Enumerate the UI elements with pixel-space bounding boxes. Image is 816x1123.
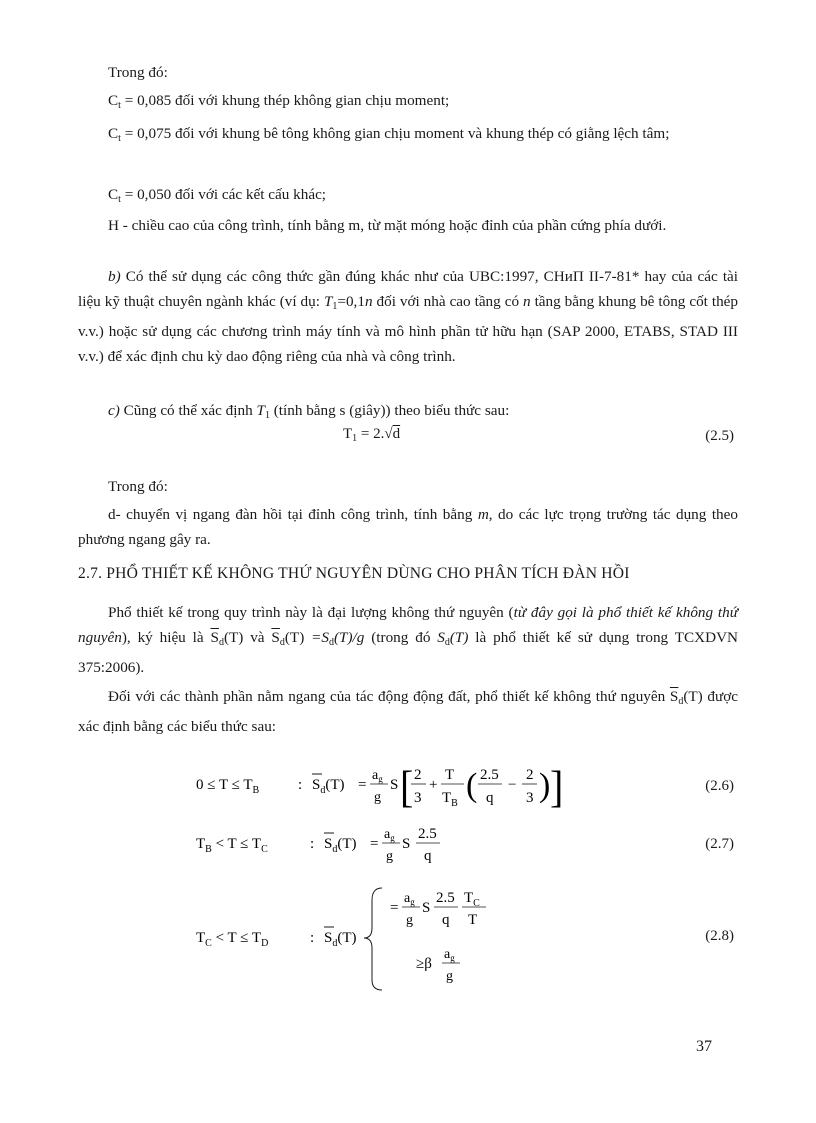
equation-2-8	[196, 884, 516, 996]
equation-number-2-5: (2.5)	[705, 428, 734, 444]
eq26-colon: :	[298, 777, 303, 793]
eq26-two: 2	[414, 767, 422, 783]
eq26-two-b: 2	[526, 767, 534, 783]
paragraph-pho: Phổ thiết kế trong quy trình này là đại lượng không thứ nguyên (từ đây gọi là phổ thiết kế không thứ nguyên), ký hiệu là $\overline{S}_d(T)$ và $\overline{S}_d(T) =S_d(T)/g$ (trong đó $S_d(T)$ là phổ thiết kế sử dụng trong TCXDVN 375:2006).	[78, 604, 739, 676]
where-label-2: Trong đó:	[108, 478, 168, 495]
equation-2-6	[196, 752, 596, 814]
left-paren-icon: (	[466, 767, 478, 804]
eq28-colon: :	[310, 930, 315, 946]
eq26-q: q	[486, 790, 494, 806]
eq28-g-2: g	[446, 969, 453, 984]
paragraph-ngang: Đối với các thành phần nằm ngang của tác động động đất, phổ thiết kế không thứ nguyên $\overline{S}_d(T)$ được xác định bằng các biểu thức sau:	[78, 688, 738, 735]
eq28-sd: $S_d(T)$	[324, 930, 357, 949]
h-definition: H - chiều cao của công trình, tính bằng m, từ mặt móng hoặc đỉnh của phần cứng phía dưới.	[108, 217, 667, 234]
where-label-1: Trong đó:	[108, 64, 168, 81]
eq28-ag: $a_g$	[404, 891, 415, 907]
eq27-s: S	[402, 836, 411, 852]
ct-line-2: $C_t = 0,075$ đối với khung bê tông không gian chịu moment và khung thép có giằng lệch tâm;	[108, 125, 670, 144]
eq28-TC: $T_C$	[464, 890, 480, 909]
eq27-equals: =	[370, 836, 379, 852]
eq27-condition: $T_B < T \le T_C$	[196, 836, 268, 855]
right-paren-icon: )	[539, 767, 551, 804]
eq27-val25: 2.5	[418, 826, 437, 842]
eq28-g: g	[406, 913, 413, 928]
eq26-three-b: 3	[526, 790, 534, 806]
sqrt-icon: √	[384, 426, 393, 442]
eq26-three: 3	[414, 790, 422, 806]
left-bracket-icon: [	[400, 763, 414, 812]
equation-number-2-7: (2.7)	[705, 836, 734, 852]
eq28-q: q	[442, 912, 450, 928]
eq26-sd: $S_d(T)$	[312, 777, 345, 796]
eq28-ag-2: $a_g$	[444, 947, 455, 963]
eq26-minus: −	[508, 777, 517, 793]
eq28-T: T	[468, 912, 478, 928]
eq28-s: S	[422, 900, 431, 916]
eq27-g: g	[386, 849, 393, 864]
d-definition: d- chuyển vị ngang đàn hồi tại đỉnh công trình, tính bằng m, do các lực trọng trường tác dụng theo phương ngang gây ra.	[78, 506, 738, 548]
left-brace-icon	[364, 888, 382, 990]
eq26-plus: +	[429, 777, 438, 793]
eq28-ge-beta: ≥β	[416, 956, 432, 972]
eq26-s: S	[390, 777, 399, 793]
eq26-TB: $T_B$	[442, 790, 458, 809]
eq28-condition: $T_C < T \le T_D$	[196, 930, 269, 949]
eq26-val25: 2.5	[480, 767, 499, 783]
eq27-q: q	[424, 848, 432, 864]
equation-2-7	[196, 818, 496, 874]
section-heading: 2.7. PHỔ THIẾT KẾ KHÔNG THỨ NGUYÊN DÙNG CHO PHÂN TÍCH ĐÀN HỒI	[78, 565, 630, 582]
equation-number-2-6: (2.6)	[705, 778, 734, 794]
ct-line-1: $C_t = 0,085$ đối với khung thép không gian chịu moment;	[108, 92, 450, 111]
paragraph-c: c) Cũng có thể xác định $T_1$ (tính bằng s (giây)) theo biểu thức sau:	[108, 402, 510, 421]
eq26-T: T	[445, 767, 455, 783]
equation-number-2-8: (2.8)	[705, 928, 734, 944]
paragraph-b: b) Có thể sử dụng các công thức gần đúng khác như của UBC:1997, CHиП II-7-81* hay của các tài liệu kỹ thuật chuyên ngành khác (ví dụ: $T_1=0,1n$ đối với nhà cao tầng có n tầng bằng khung bê tông cốt thép v.v.) hoặc sử dụng các chương trình máy tính và mô hình phần tử hữu hạn (SAP 2000, ETABS, STAD III v.v.) để xác định chu kỳ dao động riêng của nhà và công trình.	[78, 268, 739, 365]
eq26-ag: $a_g$	[372, 768, 383, 784]
eq26-condition: $0 \le T \le T_B$	[196, 777, 260, 796]
equation-2-5: $T_1 = 2.√d$	[343, 426, 401, 444]
ct-line-3: $C_t = 0,050$ đối với các kết cấu khác;	[108, 186, 327, 205]
eq26-g: g	[374, 790, 381, 805]
eq27-ag: $a_g$	[384, 827, 395, 843]
page-number: 37	[696, 1038, 712, 1055]
eq26-equals: =	[358, 777, 367, 793]
right-bracket-icon: ]	[550, 763, 564, 812]
eq27-sd: $S_d(T)$	[324, 836, 357, 855]
eq28-val25: 2.5	[436, 890, 455, 906]
eq28-equals: =	[390, 900, 399, 916]
eq27-colon: :	[310, 836, 315, 852]
